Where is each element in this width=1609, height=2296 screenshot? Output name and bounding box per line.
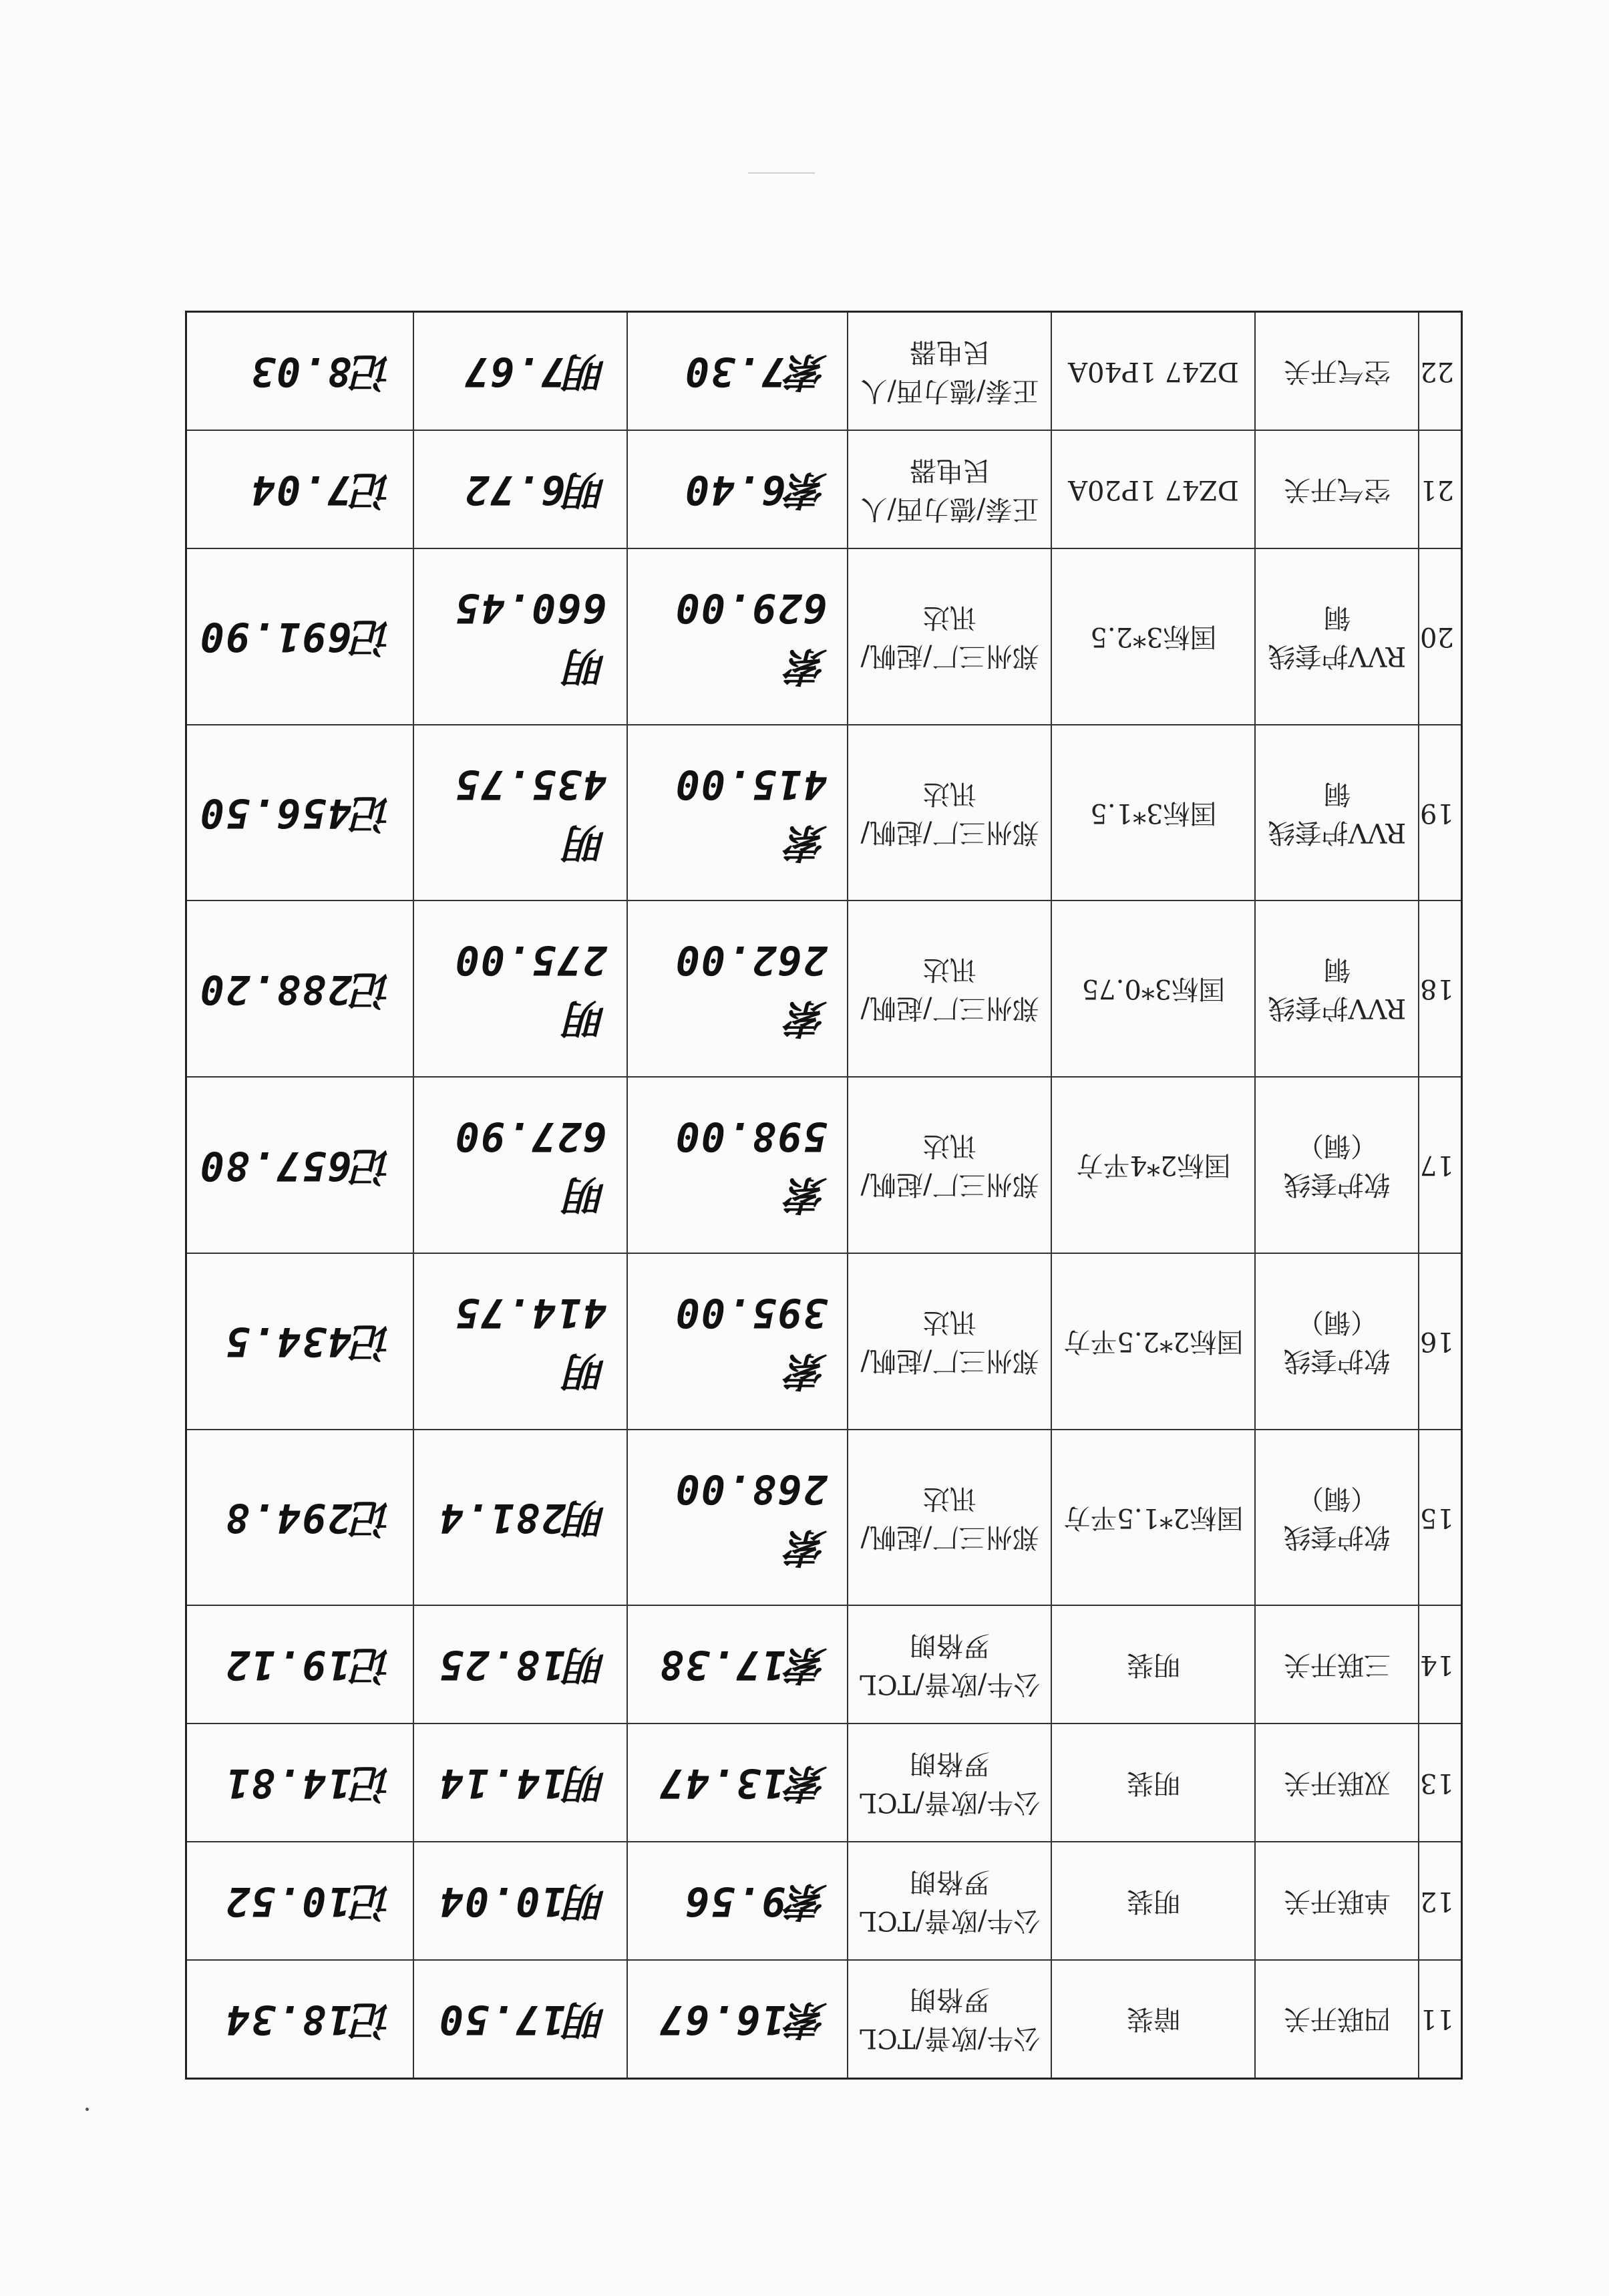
row-number: 12 [1419,1842,1462,1960]
handwritten-price-b: 明7.67 [414,312,628,431]
scan-speck [85,2108,89,2111]
item-brand: 正泰/德力西/人民电器 [848,430,1052,548]
handwritten-price-c: 记8.03 [186,312,414,431]
row-number: 22 [1419,312,1462,431]
table-row [186,1430,1462,1606]
handwritten-price-b: 明18.25 [414,1605,628,1724]
item-brand: 郑州三厂/起帆/讯达 [848,1253,1052,1430]
handwritten-price-a: 索395.00 [628,1253,848,1430]
row-number: 17 [1419,1077,1462,1253]
table-row [186,1960,1462,2079]
rotated-price-table [187,311,1463,2080]
item-name: RVV护套线铜 [1256,900,1419,1077]
handwritten-price-a: 索262.00 [628,900,848,1077]
handwritten-price-a: 索268.00 [628,1430,848,1606]
row-number: 20 [1419,548,1462,725]
item-brand: 郑州三厂/起帆/讯达 [848,548,1052,725]
item-spec: 暗装 [1052,1960,1256,2079]
handwritten-price-c: 记10.52 [186,1842,414,1960]
item-brand: 郑州三厂/起帆/讯达 [848,725,1052,901]
table-row [186,1253,1462,1430]
item-spec: 明装 [1052,1724,1256,1842]
item-spec: 国标2*2.5平方 [1052,1253,1256,1430]
handwritten-price-a: 索16.67 [628,1960,848,2079]
item-spec: DZ47 1P20A [1052,430,1256,548]
item-name: 四联开关 [1256,1960,1419,2079]
handwritten-price-b: 明14.14 [414,1724,628,1842]
row-number: 18 [1419,900,1462,1077]
handwritten-price-a: 索629.00 [628,548,848,725]
table-row [186,312,1462,431]
handwritten-price-c: 记294.8 [186,1430,414,1606]
item-spec: 国标3*0.75 [1052,900,1256,1077]
handwritten-price-a: 索598.00 [628,1077,848,1253]
handwritten-price-c: 记18.34 [186,1960,414,2079]
scan-mark [748,172,815,174]
handwritten-price-b: 明275.00 [414,900,628,1077]
item-brand: 郑州三厂/起帆/讯达 [848,900,1052,1077]
handwritten-price-b: 明281.4 [414,1430,628,1606]
row-number: 15 [1419,1430,1462,1606]
handwritten-price-c: 记657.80 [186,1077,414,1253]
handwritten-price-a: 索6.40 [628,430,848,548]
table-row [186,430,1462,548]
row-number: 14 [1419,1605,1462,1724]
item-name: 空气开关 [1256,430,1419,548]
handwritten-price-b: 明435.75 [414,725,628,901]
item-spec: 明装 [1052,1605,1256,1724]
handwritten-price-a: 索415.00 [628,725,848,901]
handwritten-price-a: 索9.56 [628,1842,848,1960]
item-name: 空气开关 [1256,312,1419,431]
table-row [186,1724,1462,1842]
item-brand: 公牛/欧普/TCL罗格朗 [848,1605,1052,1724]
item-name: 软护套线（铜） [1256,1430,1419,1606]
item-brand: 郑州三厂/起帆/讯达 [848,1430,1052,1606]
item-brand: 正泰/德力西/人民电器 [848,312,1052,431]
price-table [185,311,1463,2080]
item-name: 软护套线（铜） [1256,1253,1419,1430]
item-name: RVV护套线铜 [1256,725,1419,901]
table-row [186,900,1462,1077]
table-row [186,1605,1462,1724]
item-spec: 国标3*2.5 [1052,548,1256,725]
handwritten-price-b: 明10.04 [414,1842,628,1960]
handwritten-price-b: 明6.72 [414,430,628,548]
item-name: 三联开关 [1256,1605,1419,1724]
item-brand: 公牛/欧普/TCL罗格朗 [848,1724,1052,1842]
handwritten-price-a: 索7.30 [628,312,848,431]
item-spec: 国标3*1.5 [1052,725,1256,901]
item-brand: 公牛/欧普/TCL罗格朗 [848,1960,1052,2079]
handwritten-price-c: 记288.20 [186,900,414,1077]
table-row [186,548,1462,725]
row-number: 19 [1419,725,1462,901]
item-name: 软护套线（铜） [1256,1077,1419,1253]
row-number: 16 [1419,1253,1462,1430]
row-number: 13 [1419,1724,1462,1842]
handwritten-price-c: 记14.81 [186,1724,414,1842]
handwritten-price-a: 索13.47 [628,1724,848,1842]
handwritten-price-c: 记456.50 [186,725,414,901]
item-name: RVV护套线铜 [1256,548,1419,725]
item-brand: 郑州三厂/起帆/讯达 [848,1077,1052,1253]
item-spec: DZ47 1P40A [1052,312,1256,431]
handwritten-price-b: 明660.45 [414,548,628,725]
handwritten-price-b: 明627.90 [414,1077,628,1253]
handwritten-price-c: 记7.04 [186,430,414,548]
row-number: 11 [1419,1960,1462,2079]
item-spec: 国标2*4平方 [1052,1077,1256,1253]
item-spec: 明装 [1052,1842,1256,1960]
handwritten-price-b: 明414.75 [414,1253,628,1430]
handwritten-price-c: 记19.12 [186,1605,414,1724]
item-spec: 国标2*1.5平方 [1052,1430,1256,1606]
row-number: 21 [1419,430,1462,548]
table-row [186,725,1462,901]
item-name: 双联开关 [1256,1724,1419,1842]
handwritten-price-b: 明17.50 [414,1960,628,2079]
table-row [186,1077,1462,1253]
table-row [186,1842,1462,1960]
handwritten-price-c: 记691.90 [186,548,414,725]
handwritten-price-c: 记434.5 [186,1253,414,1430]
item-brand: 公牛/欧普/TCL罗格朗 [848,1842,1052,1960]
handwritten-price-a: 索17.38 [628,1605,848,1724]
item-name: 单联开关 [1256,1842,1419,1960]
